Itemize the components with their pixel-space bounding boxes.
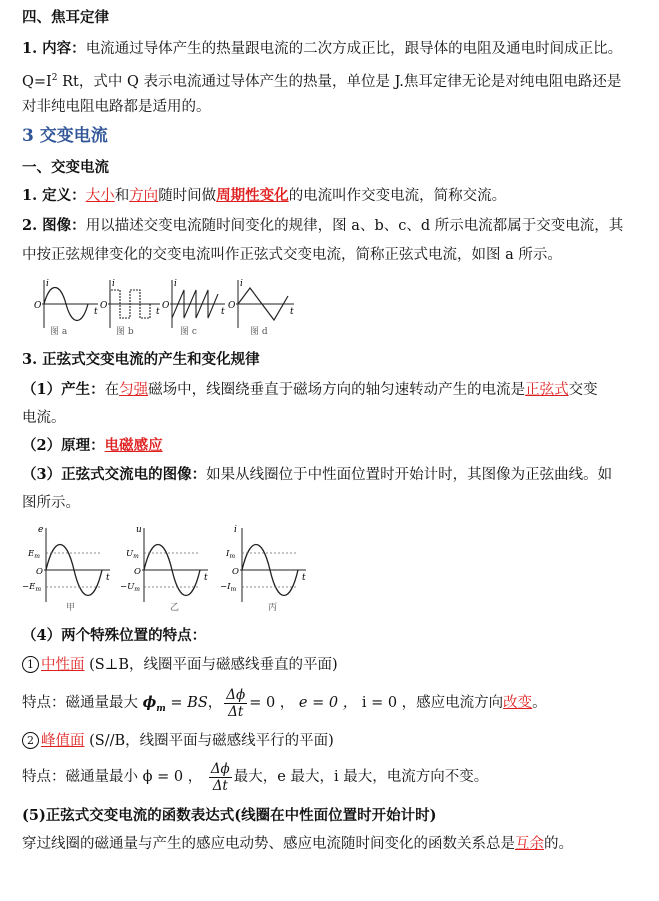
flux-rate-fraction-2: $\frac{\Delta\phi}{\Delta t}$ xyxy=(210,760,230,794)
joule-formula: $Q=I^2$ Rt xyxy=(22,73,79,90)
graph-b xyxy=(100,279,160,337)
graph-desc-line-2: 图所示。 xyxy=(22,495,80,511)
principle-line: （2）原理：电磁感应 xyxy=(22,437,163,454)
answer-complementary: 互余 xyxy=(515,836,544,852)
graph-a-origin: O xyxy=(34,301,42,311)
neutral-features-line: 特点：磁通量最大 $\phi_m$ = BS， $\frac{\Delta\phi}{\Delta t}$ = 0 ， e = 0 ， i = 0 ，感应电流方向改变。 xyxy=(22,686,547,720)
definition-line: 1. 定义：大小和方向随时间做周期性变化的电流叫作交变电流，简称交流。 xyxy=(22,187,507,204)
graph-d-axis-i: i xyxy=(240,279,243,289)
svg-text:−Em: $-E_m$ xyxy=(22,582,42,593)
joule-content-line-2: $Q=I^2$ Rt，式中 Q 表示电流通过导体产生的热量，单位是 J.焦耳定律无论是对纯电阻电路还是 xyxy=(22,73,622,90)
generation-line-2: 电流。 xyxy=(22,410,66,426)
answer-change: 改变 xyxy=(503,695,533,711)
svg-text:t: t xyxy=(204,573,208,583)
section-heading-joule: 四、焦耳定律 xyxy=(22,9,109,26)
image-desc-line-1: 2. 图像：用以描述交变电流随时间变化的规律，图 a、b、c、d 所示电流都属于交变电流，其 xyxy=(22,217,624,234)
peak-plane-line: 2 峰值面 (S//B，线圈平面与磁感线平行的平面) xyxy=(22,731,647,751)
svg-text:Um: $U_m$ xyxy=(126,549,139,560)
joule-content-line-3: 对非纯电阻电路都是适用的。 xyxy=(22,99,211,115)
svg-text:Im: $I_m$ xyxy=(226,549,236,560)
graph-c-origin: O xyxy=(162,301,170,311)
circled-number-2: 2 xyxy=(22,732,39,749)
svg-text:O: O xyxy=(134,567,141,577)
graph-b-origin: O xyxy=(100,301,108,311)
svg-text:O: O xyxy=(232,567,239,577)
caption-a: 图 a xyxy=(50,327,68,337)
chapter-title: 3 交变电流 xyxy=(22,126,108,146)
neutral-plane-line: 1 中性面 (S⊥B，线圈平面与磁感线垂直的平面) xyxy=(22,655,647,675)
caption-c: 图 c xyxy=(180,327,197,337)
graph-jia xyxy=(22,525,110,613)
special-positions-heading: （4）两个特殊位置的特点： xyxy=(22,627,207,644)
caption-d: 图 d xyxy=(250,327,268,337)
graph-yi-axis: u xyxy=(136,525,142,535)
image-desc-line-2: 中按正弦规律变化的交变电流叫作正弦式交变电流，简称正弦式电流，如图 a 所示。 xyxy=(22,247,562,263)
graph-d xyxy=(228,279,294,337)
graph-a xyxy=(34,279,98,337)
caption-jia: 甲 xyxy=(66,603,76,613)
sine-heading: 3. 正弦式交变电流的产生和变化规律 xyxy=(22,351,260,368)
graph-c xyxy=(162,279,225,337)
graph-b-axis-t: t xyxy=(156,307,160,317)
function-heading: (5)正弦式交变电流的函数表达式(线圈在中性面位置时开始计时) xyxy=(22,807,437,824)
graph-jia-axis: e xyxy=(38,525,44,535)
caption-b: 图 b xyxy=(116,327,134,337)
answer-neutral-plane: 中性面 xyxy=(41,657,85,673)
circled-number-1: 1 xyxy=(22,656,39,673)
generation-line-1: （1）产生：在匀强磁场中，线圈绕垂直于磁场方向的轴匀速转动产生的电流是正弦式交变 xyxy=(22,381,598,398)
function-text-line: 穿过线圈的磁通量与产生的感应电动势、感应电流随时间变化的函数关系总是互余的。 xyxy=(22,836,573,852)
svg-text:O: O xyxy=(36,567,43,577)
answer-em-induction: 电磁感应 xyxy=(104,437,163,454)
answer-peak-plane: 峰值面 xyxy=(41,733,85,749)
graph-a-axis-i: i xyxy=(46,279,49,289)
graph-yi xyxy=(120,525,208,613)
small-waveform-figures xyxy=(20,274,300,338)
graph-b-axis-i: i xyxy=(112,279,115,289)
graph-c-axis-t: t xyxy=(221,307,225,317)
svg-text:−Um: $-U_m$ xyxy=(120,582,140,593)
svg-text:Em: $E_m$ xyxy=(28,549,40,560)
graph-a-axis-t: t xyxy=(94,307,98,317)
flux-rate-fraction: $\frac{\Delta\phi}{\Delta t}$ xyxy=(226,686,246,720)
caption-yi: 乙 xyxy=(170,603,180,613)
svg-text:t: t xyxy=(302,573,306,583)
graph-bing-axis: i xyxy=(234,525,237,535)
answer-uniform: 匀强 xyxy=(119,382,149,398)
answer-sinusoidal: 正弦式 xyxy=(525,382,569,398)
caption-bing: 丙 xyxy=(268,603,278,613)
graph-d-axis-t: t xyxy=(290,307,294,317)
answer-magnitude: 大小 xyxy=(85,188,115,204)
subsection-heading-ac: 一、交变电流 xyxy=(22,159,109,176)
answer-direction: 方向 xyxy=(129,188,159,204)
svg-text:t: t xyxy=(106,573,110,583)
joule-content-line-1: 1. 内容：电流通过导体产生的热量跟电流的二次方成正比，跟导体的电阻及通电时间成正比。 xyxy=(22,40,623,57)
graph-bing xyxy=(220,525,306,613)
graph-c-axis-i: i xyxy=(174,279,177,289)
graph-d-origin: O xyxy=(228,301,236,311)
peak-features-line: 特点：磁通量最小 ϕ = 0 ， $\frac{\Delta\phi}{\Delta t}$ 最大，e 最大，i 最大，电流方向不变。 xyxy=(22,760,489,794)
sine-waveform-figures xyxy=(20,522,320,614)
graph-desc-line-1: （3）正弦式交流电的图像：如果从线圈位于中性面位置时开始计时，其图像为正弦曲线。如 xyxy=(22,466,613,483)
svg-text:−Im: $-I_m$ xyxy=(220,582,237,593)
answer-periodic: 周期性变化 xyxy=(216,187,289,204)
